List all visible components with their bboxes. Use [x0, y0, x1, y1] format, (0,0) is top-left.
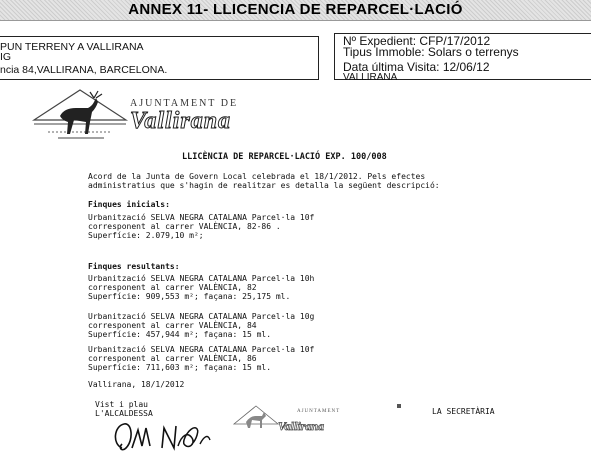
- resulting-plot-line: corresponent al carrer VALÈNCIA, 86: [88, 354, 257, 363]
- address-line-2: IG: [0, 51, 12, 63]
- initial-plot-line: corresponent al carrer VALÈNCIA, 82-86 .: [88, 222, 281, 231]
- municipality: VALLIRANA: [343, 72, 398, 83]
- annex-title: ANNEX 11- LLICENCIA DE REPARCEL·LACIÓ: [128, 1, 463, 18]
- place-and-date: Vallirana, 18/1/2012: [88, 380, 185, 389]
- resulting-plot-line: Superfície: 457,944 m²; façana: 15 ml.: [88, 330, 272, 339]
- mayor-label: L'ALCALDESSA: [95, 409, 153, 418]
- secretary-label: LA SECRETÀRIA: [432, 407, 495, 416]
- initial-plots-heading: Finques inicials:: [88, 200, 170, 209]
- deer-emblem-icon: [30, 88, 130, 143]
- expedient-info-box: [334, 33, 591, 83]
- address-line-1: PUN TERRENY A VALLIRANA: [0, 41, 144, 53]
- resulting-plot-line: Superfície: 711,603 m²; façana: 15 ml.: [88, 363, 272, 372]
- stamp-emblem-icon: [232, 404, 280, 434]
- ink-dot: [397, 404, 401, 408]
- last-visit-date: Data última Visita: 12/06/12: [343, 60, 490, 74]
- resulting-plots-heading: Finques resultants:: [88, 262, 180, 271]
- initial-plot-line: Superfície: 2.079,10 m²;: [88, 231, 204, 240]
- resulting-plot-line: Urbanització SELVA NEGRA CATALANA Parcel·la 10f: [88, 345, 315, 354]
- document-title: LLICÈNCIA DE REPARCEL·LACIÓ EXP. 100/008: [182, 152, 387, 162]
- initial-plot-line: Urbanització SELVA NEGRA CATALANA Parcel·la 10f: [88, 213, 315, 222]
- property-address-box: [0, 36, 319, 80]
- resulting-plot-line: Urbanització SELVA NEGRA CATALANA Parcel·la 10g: [88, 312, 315, 321]
- mayor-signature: [108, 414, 226, 458]
- intro-line-2: administratius que s'hagin de realitzar es detalla la següent descripció:: [88, 181, 440, 190]
- property-type: Tipus Immoble: Solars o terrenys: [343, 45, 519, 59]
- logo-town-name: Vallirana: [130, 108, 232, 134]
- annex-banner: [0, 0, 591, 21]
- stamp-town-name: Vallirana: [278, 419, 325, 433]
- approval-label: Vist i plau: [95, 400, 148, 409]
- resulting-plot-line: Urbanització SELVA NEGRA CATALANA Parcel·la 10h: [88, 274, 315, 283]
- expedient-number: Nº Expedient: CFP/17/2012: [343, 34, 491, 48]
- address-line-3: ncia 84,VALLIRANA, BARCELONA.: [0, 64, 168, 76]
- logo-council-label: AJUNTAMENT DE: [130, 98, 239, 109]
- resulting-plot-line: corresponent al carrer VALÈNCIA, 84: [88, 321, 257, 330]
- stamp-label: AJUNTAMENT: [297, 409, 341, 414]
- resulting-plot-line: corresponent al carrer VALÈNCIA, 82: [88, 283, 257, 292]
- resulting-plot-line: Superfície: 909,553 m²; façana: 25,175 ml.: [88, 292, 291, 301]
- intro-line-1: Acord de la Junta de Govern Local celebrada el 18/1/2012. Pels efectes: [88, 172, 426, 181]
